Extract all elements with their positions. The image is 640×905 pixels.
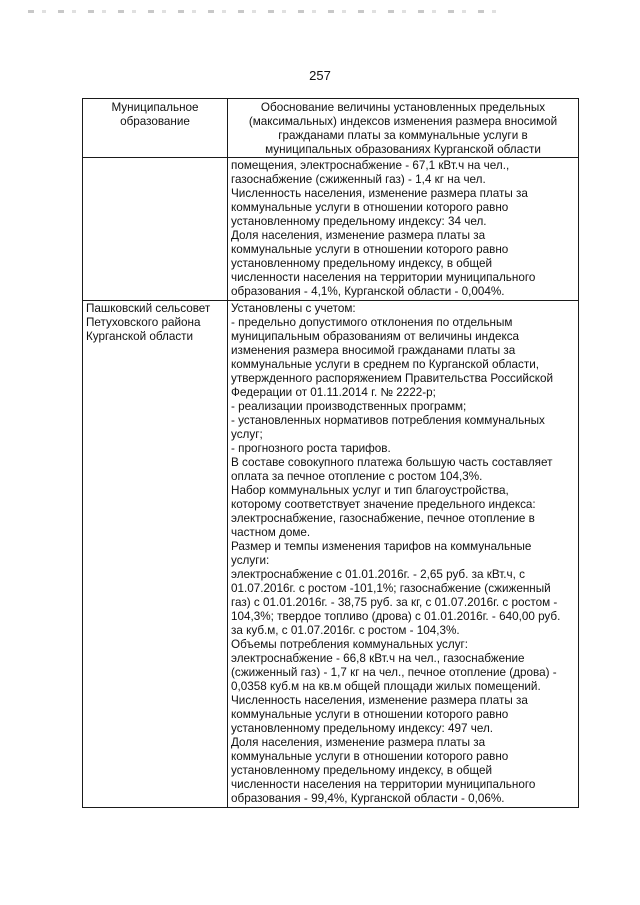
text-line: коммунальные услуги в среднем по Курганской области, [231,358,539,371]
text-line: установленному предельному индексу, в общей [231,257,493,270]
municipality-name-line: Пашковский сельсовет [86,302,211,315]
text-line: 0,0358 куб.м на кв.м общей площади жилых помещений. [231,680,541,693]
municipality-name-line: Петуховского района [86,316,201,329]
header-text-line: гражданами платы за коммунальные услуги в [278,129,528,142]
municipality-name-line: Курганской области [86,330,194,343]
text-line: утвержденного распоряжением Правительства Российской [231,372,554,385]
header-text-line: (максимальных) индексов изменения размера вносимой [248,115,558,128]
text-line: образования - 4,1%, Курганской области - 0,004%. [231,285,505,298]
text-line: - установленных нормативов потребления коммунальных [231,414,545,427]
text-line: услуги: [231,554,270,567]
text-line: услуг; [231,428,263,441]
text-line: 01.07.2016г. с ростом -101,1%; газоснабжение (сжиженный [231,582,551,595]
text-line: В составе совокупного платежа большую часть составляет [231,456,553,469]
text-line: - реализации производственных программ; [231,400,467,413]
text-line: коммунальные услуги в отношении которого равно [231,750,509,763]
text-line: Установлены с учетом: [231,302,356,315]
text-line: численности населения на территории муниципального [231,271,536,284]
header-text-line: образование [120,115,190,128]
municipality-cell-empty [83,158,228,301]
text-line: газоснабжение (сжиженный газ) - 1,4 кг на чел. [231,173,486,186]
text-line: (сжиженный газ) - 1,7 кг на чел., печное отопление (дрова) - [231,666,557,679]
text-line: электроснабжение, газоснабжение, печное отопление в [231,512,535,525]
header-text-line: Муниципальное [111,101,199,114]
text-line: помещения, электроснабжение - 67,1 кВт.ч на чел., [231,159,510,172]
text-line: за куб.м, с 01.07.2016г. с ростом - 104,3%. [231,624,460,637]
text-line: Размер и темпы изменения тарифов на коммунальные [231,540,532,553]
text-line: установленному предельному индексу: 34 чел. [231,215,487,228]
text-line: газ) с 01.01.2016г. - 38,75 руб. за кг, с 01.07.2016г. с ростом - [231,596,558,609]
header-municipality [83,99,228,158]
text-line: Доля населения, изменение размера платы за [231,736,486,749]
text-line: Численность населения, изменение размера платы за [231,694,528,707]
table-row-pashkovsky [83,301,579,808]
text-line: 104,3%; твердое топливо (дрова) с 01.01.2016г. - 640,00 руб. [231,610,561,623]
text-line: образования - 99,4%, Курганской области - 0,06%. [231,792,505,805]
text-line: частном доме. [231,526,311,539]
justification-cell [228,301,579,808]
text-line: численности населения на территории муниципального [231,778,536,791]
text-line: коммунальные услуги в отношении которого равно [231,243,509,256]
justification-cell-continuation [228,158,579,301]
text-line: коммунальные услуги в отношении которого равно [231,201,509,214]
text-line: Доля населения, изменение размера платы за [231,229,486,242]
text-line: электроснабжение с 01.01.2016г. - 2,65 руб. за кВт.ч, с [231,568,525,581]
text-line: установленному предельному индексу, в общей [231,764,493,777]
text-line: установленному предельному индексу: 497 чел. [231,722,494,735]
header-justification [228,99,579,158]
header-text-line: муниципальных образованиях Курганской области [265,143,541,156]
text-line: которому соответствует значение предельного индекса: [231,498,536,511]
text-line: Численность населения, изменение размера платы за [231,187,528,200]
page-number: 257 [309,68,331,83]
text-line: коммунальные услуги в отношении которого равно [231,708,509,721]
table-row-continuation [83,158,579,301]
municipality-cell [83,301,228,808]
table-header-row [83,99,579,158]
header-text-line: Обоснование величины установленных предельных [260,101,546,114]
text-line: электроснабжение - 66,8 кВт.ч на чел., газоснабжение [231,652,525,665]
text-line: Федерации от 01.11.2014 г. № 2222-р; [231,386,436,399]
text-line: - прогнозного роста тарифов. [231,442,391,455]
text-line: оплата за печное отопление с ростом 104,3%. [231,470,483,483]
scan-edge-artifact [28,10,498,13]
text-line: - предельно допустимого отклонения по отдельным [231,316,513,329]
justification-table [82,98,579,808]
text-line: изменения размера вносимой гражданами платы за [231,344,516,357]
text-line: Набор коммунальных услуг и тип благоустройства, [231,484,509,497]
text-line: муниципальным образованиям от величины индекса [231,330,520,343]
text-line: Объемы потребления коммунальных услуг: [231,638,469,651]
